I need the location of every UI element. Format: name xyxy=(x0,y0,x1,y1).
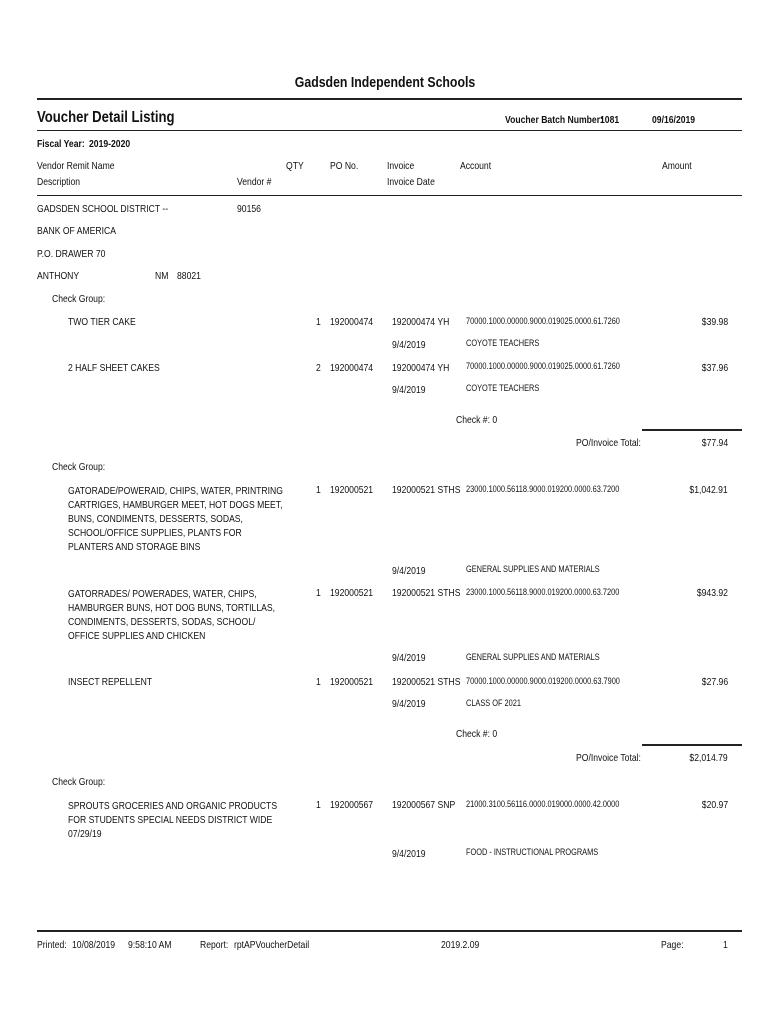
report-label: Report: xyxy=(200,939,229,951)
po-invoice-total-label: PO/Invoice Total: xyxy=(576,752,641,764)
header-rule xyxy=(37,98,742,100)
line-po: 192000521 xyxy=(330,484,374,496)
printed-date: 10/08/2019 xyxy=(72,939,116,951)
line-po: 192000474 xyxy=(330,316,374,328)
line-invoice: 192000474 YH xyxy=(392,362,450,374)
line-description: SPROUTS GROCERIES AND ORGANIC PRODUCTS FOR STUDENTS SPECIAL NEEDS DISTRICT WIDE 07/29/19 xyxy=(68,800,278,840)
line-invoice: 192000521 STHS xyxy=(392,676,461,688)
line-invoice: 192000567 SNP xyxy=(392,799,456,811)
total-rule xyxy=(642,744,742,746)
col-invoice-date: Invoice Date xyxy=(387,176,435,188)
report-name: rptAPVoucherDetail xyxy=(234,939,310,951)
line-description: TWO TIER CAKE xyxy=(68,316,136,328)
line-account-desc: GENERAL SUPPLIES AND MATERIALS xyxy=(466,564,600,574)
line-description: GATORADE/POWERAID, CHIPS, WATER, PRINTRING CARTRIGES, HAMBURGER MEET, HOT DOGS MEET, BUNS, CONDIMENTS, DESSERTS, SODAS, SCHOOL/OFFICE SUPPLIES, PLANTS FOR PLANTERS AND STORAGE BINS xyxy=(68,485,283,553)
vendor-bank: BANK OF AMERICA xyxy=(37,225,116,237)
vendor-state: NM xyxy=(155,270,169,282)
col-po-no: PO No. xyxy=(330,160,359,172)
col-amount: Amount xyxy=(662,160,692,172)
line-amount: $1,042.91 xyxy=(689,484,728,496)
line-account: 70000.1000.00000.9000.019200.0000.63.7900 xyxy=(466,676,620,686)
line-invoice-date: 9/4/2019 xyxy=(392,848,426,860)
fiscal-year-label: Fiscal Year: xyxy=(37,138,85,150)
line-invoice-date: 9/4/2019 xyxy=(392,339,426,351)
line-qty: 1 xyxy=(316,484,321,496)
organization-name: Gadsden Independent Schools xyxy=(294,74,476,91)
version: 2019.2.09 xyxy=(441,939,480,951)
col-vendor-no: Vendor # xyxy=(237,176,272,188)
check-group-label: Check Group: xyxy=(52,776,106,788)
line-amount: $943.92 xyxy=(696,587,728,599)
vendor-address: P.O. DRAWER 70 xyxy=(37,248,106,260)
line-account: 23000.1000.56118.9000.019200.0000.63.7200 xyxy=(466,587,620,597)
total-rule xyxy=(642,429,742,431)
line-qty: 2 xyxy=(316,362,321,374)
line-amount: $27.96 xyxy=(701,676,728,688)
line-invoice: 192000474 YH xyxy=(392,316,450,328)
col-invoice: Invoice xyxy=(387,160,415,172)
vendor-name: GADSDEN SCHOOL DISTRICT -- xyxy=(37,203,169,215)
line-account-desc: COYOTE TEACHERS xyxy=(466,338,540,348)
line-invoice-date: 9/4/2019 xyxy=(392,698,426,710)
line-amount: $39.98 xyxy=(701,316,728,328)
line-account: 23000.1000.56118.9000.019200.0000.63.7200 xyxy=(466,484,620,494)
line-qty: 1 xyxy=(316,316,321,328)
line-account-desc: FOOD - INSTRUCTIONAL PROGRAMS xyxy=(466,847,599,857)
check-group-label: Check Group: xyxy=(52,461,106,473)
line-account-desc: GENERAL SUPPLIES AND MATERIALS xyxy=(466,652,600,662)
line-account: 70000.1000.00000.9000.019025.0000.61.7260 xyxy=(466,361,620,371)
line-description: INSECT REPELLENT xyxy=(68,676,153,688)
line-account: 21000.3100.56116.0000.019000.0000.42.0000 xyxy=(466,799,620,809)
po-invoice-total-label: PO/Invoice Total: xyxy=(576,437,641,449)
po-invoice-total: $2,014.79 xyxy=(689,752,728,764)
columns-rule xyxy=(37,195,742,196)
line-account: 70000.1000.00000.9000.019025.0000.61.7260 xyxy=(466,316,620,326)
printed-time: 9:58:10 AM xyxy=(128,939,172,951)
line-invoice-date: 9/4/2019 xyxy=(392,652,426,664)
printed-label: Printed: xyxy=(37,939,67,951)
line-po: 192000521 xyxy=(330,587,374,599)
line-po: 192000521 xyxy=(330,676,374,688)
line-invoice-date: 9/4/2019 xyxy=(392,384,426,396)
line-qty: 1 xyxy=(316,676,321,688)
check-number: Check #: 0 xyxy=(456,414,498,426)
line-po: 192000474 xyxy=(330,362,374,374)
line-qty: 1 xyxy=(316,587,321,599)
line-account-desc: CLASS OF 2021 xyxy=(466,698,521,708)
page-number: 1 xyxy=(723,939,728,951)
po-invoice-total: $77.94 xyxy=(701,437,728,449)
col-account: Account xyxy=(460,160,492,172)
line-description: GATORRADES/ POWERADES, WATER, CHIPS, HAMBURGER BUNS, HOT DOG BUNS, TORTILLAS, CONDIMENTS, DESSERTS, SODAS, SCHOOL/ OFFICE SUPPLIES AND CHICKEN xyxy=(68,588,276,642)
footer-rule xyxy=(37,930,742,932)
line-description: 2 HALF SHEET CAKES xyxy=(68,362,160,374)
title-rule xyxy=(37,130,742,131)
check-number: Check #: 0 xyxy=(456,728,498,740)
vendor-city: ANTHONY xyxy=(37,270,80,282)
vendor-number: 90156 xyxy=(237,203,261,215)
col-description: Description xyxy=(37,176,81,188)
batch-label: Voucher Batch Number: xyxy=(505,114,603,126)
line-amount: $20.97 xyxy=(701,799,728,811)
line-amount: $37.96 xyxy=(701,362,728,374)
vendor-zip: 88021 xyxy=(177,270,201,282)
line-po: 192000567 xyxy=(330,799,374,811)
line-account-desc: COYOTE TEACHERS xyxy=(466,383,540,393)
col-vendor-remit-name: Vendor Remit Name xyxy=(37,160,115,172)
check-group-label: Check Group: xyxy=(52,293,106,305)
line-qty: 1 xyxy=(316,799,321,811)
line-invoice: 192000521 STHS xyxy=(392,587,461,599)
col-qty: QTY xyxy=(286,160,304,172)
batch-number: 1081 xyxy=(600,114,620,126)
page-label: Page: xyxy=(661,939,684,951)
report-date: 09/16/2019 xyxy=(652,114,696,126)
line-invoice-date: 9/4/2019 xyxy=(392,565,426,577)
report-title: Voucher Detail Listing xyxy=(37,109,175,126)
fiscal-year: 2019-2020 xyxy=(89,138,131,150)
line-invoice: 192000521 STHS xyxy=(392,484,461,496)
